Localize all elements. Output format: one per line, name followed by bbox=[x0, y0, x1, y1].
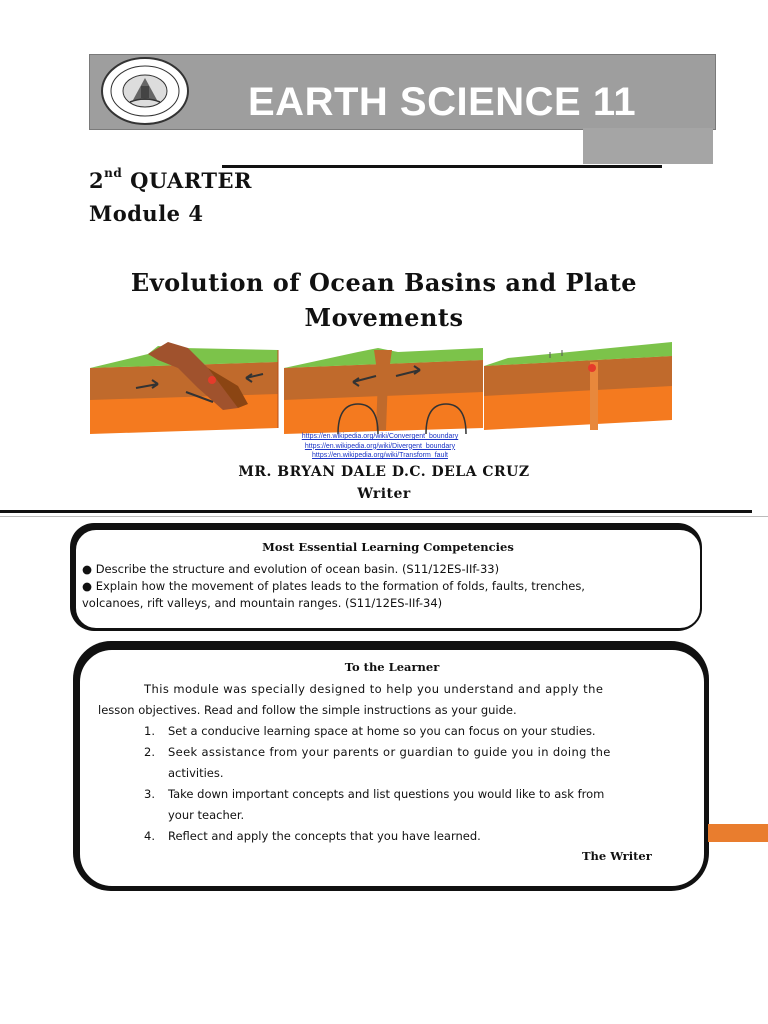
learner-intro-2: lesson objectives. Read and follow the simple instructions as your guide. bbox=[98, 703, 517, 717]
step-number-1: 1. bbox=[144, 724, 155, 738]
author-role: Writer bbox=[357, 486, 411, 502]
competencies-box bbox=[74, 528, 702, 630]
section-divider-thin bbox=[0, 516, 768, 517]
learner-box bbox=[78, 648, 706, 888]
convergent-boundary-diagram bbox=[90, 342, 278, 434]
quarter-word: QUARTER bbox=[130, 168, 252, 193]
step-number-3: 3. bbox=[144, 787, 155, 801]
header-underline bbox=[222, 165, 662, 168]
banner-tab-decoration bbox=[583, 128, 713, 164]
learner-signature: The Writer bbox=[582, 849, 652, 863]
learner-title: To the Learner bbox=[344, 660, 440, 674]
author-block bbox=[60, 461, 708, 505]
module-title-line-1: Evolution of Ocean Basins and Plate bbox=[130, 268, 638, 297]
competency-item-2-cont: volcanoes, rift valleys, and mountain ranges. (S11/12ES-IIf-34) bbox=[82, 596, 443, 610]
link-transform-fault[interactable]: https://en.wikipedia.org/wiki/Transform_fault bbox=[312, 452, 448, 459]
section-divider bbox=[0, 510, 752, 513]
orange-page-tab bbox=[708, 824, 768, 842]
competency-text-1: Describe the structure and evolution of ocean basin. (S11/12ES-IIf-33) bbox=[95, 562, 500, 576]
diagram-source-links bbox=[260, 432, 500, 461]
step-text-2-cont: activities. bbox=[168, 766, 224, 780]
quarter-suffix: nd bbox=[104, 166, 123, 180]
bullet-icon: ● bbox=[82, 579, 93, 593]
module-title bbox=[60, 265, 708, 335]
module-title-line-2: Movements bbox=[304, 303, 464, 332]
quarter-label bbox=[89, 168, 252, 193]
step-text-4: Reflect and apply the concepts that you have learned. bbox=[168, 829, 481, 843]
module-label: Module 4 bbox=[89, 201, 204, 226]
competency-item-2 bbox=[82, 578, 692, 595]
competency-text-2: Explain how the movement of plates leads to the formation of folds, faults, trenches, bbox=[95, 579, 585, 593]
course-title: EARTH SCIENCE 11 bbox=[248, 80, 637, 124]
step-text-3-cont: your teacher. bbox=[168, 808, 245, 822]
divergent-boundary-diagram bbox=[284, 348, 483, 434]
link-divergent-boundary[interactable]: https://en.wikipedia.org/wiki/Divergent_boundary bbox=[304, 442, 456, 450]
division-seal-logo bbox=[100, 56, 190, 126]
author-name: MR. BRYAN DALE D.C. DELA CRUZ bbox=[238, 464, 530, 480]
step-number-4: 4. bbox=[144, 829, 155, 843]
bullet-icon: ● bbox=[82, 562, 93, 576]
transform-fault-diagram bbox=[484, 342, 672, 430]
step-text-1: Set a conducive learning space at home so you can focus on your studies. bbox=[168, 724, 596, 738]
step-text-2: Seek assistance from your parents or guardian to guide you in doing the bbox=[168, 745, 611, 759]
competencies-title: Most Essential Learning Competencies bbox=[262, 540, 514, 554]
plate-boundary-diagrams bbox=[88, 338, 678, 438]
link-convergent-boundary[interactable]: https://en.wikipedia.org/wiki/Convergent_boundary bbox=[301, 433, 459, 440]
step-number-2: 2. bbox=[144, 745, 155, 759]
step-text-3: Take down important concepts and list questions you would like to ask from bbox=[168, 787, 605, 801]
competency-item-1 bbox=[82, 561, 692, 578]
learner-intro-1: This module was specially designed to help you understand and apply the bbox=[144, 682, 604, 696]
quarter-number: 2 bbox=[89, 168, 105, 193]
